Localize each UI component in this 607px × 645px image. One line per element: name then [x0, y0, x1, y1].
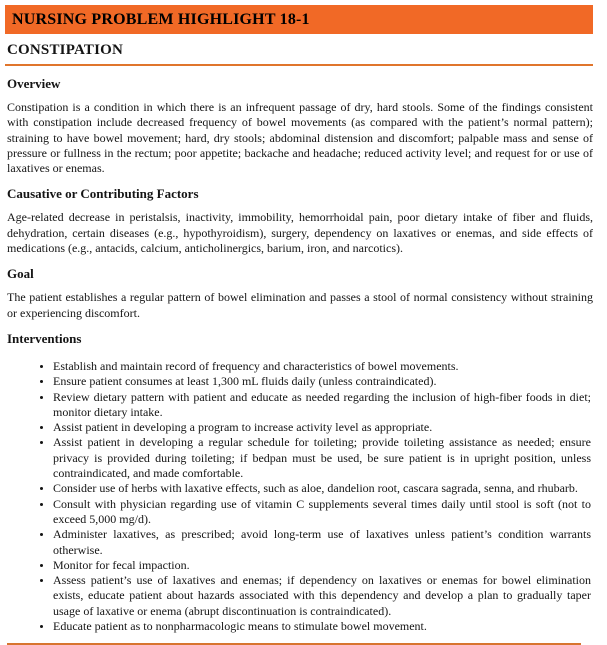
section-heading-goal: Goal	[7, 266, 34, 282]
intervention-item: • Assist patient in developing a regular schedule for toileting; provide toileting assistance as needed; ensure privacy is provided during toileting; if bedpan must be used, be sure patient is in upright position, unless contraindicated, and made comfortable.	[53, 435, 593, 481]
section-heading-interventions: Interventions	[7, 330, 82, 346]
section-heading-causative-factors: Causative or Contributing Factors	[7, 186, 199, 202]
section-body-overview: Constipation is a condition in which there is an infrequent passage of dry, hard stools. Some of the findings consistent with constipation include decreased frequency of bowel movements (as compared with the patient’s normal pattern); straining to have bowel movement; hard, dry stools; abdominal distension and discomfort; palpable mass and sense of pressure or fullness in the rectum; poor appetite; backache and headache; reduced activity level; and request for or use of laxatives or enemas.	[7, 100, 593, 176]
section-interventions	[5, 331, 593, 634]
title-divider	[5, 64, 593, 66]
intervention-item: • Establish and maintain record of frequency and characteristics of bowel movements.	[53, 359, 593, 374]
section-causative-factors	[5, 186, 593, 256]
section-goal	[5, 266, 593, 321]
intervention-item: • Assess patient’s use of laxatives and enemas; if dependency on laxatives or enemas for bowel elimination exists, educate patient about hazards associated with this dependency and develop a plan to gradually taper usage of laxative or enema (abrupt discontinuation is contraindicated).	[53, 573, 593, 619]
section-overview	[5, 76, 593, 176]
highlight-title-bar	[5, 5, 593, 34]
intervention-item: • Administer laxatives, as prescribed; avoid long-term use of laxatives unless patient’s condition warrants otherwise.	[53, 527, 593, 558]
intervention-item: • Consider use of herbs with laxative effects, such as aloe, dandelion root, cascara sagrada, senna, and rhubarb.	[53, 481, 593, 496]
intervention-item: • Monitor for fecal impaction.	[53, 558, 593, 573]
intervention-item: • Educate patient as to nonpharmacologic means to stimulate bowel movement.	[53, 619, 593, 634]
section-heading-overview: Overview	[7, 76, 61, 91]
intervention-item: • Consult with physician regarding use of vitamin C supplements several times daily until stool is soft (not to exceed 5,000 mg/d).	[53, 497, 593, 528]
intervention-item: • Ensure patient consumes at least 1,300 mL fluids daily (unless contraindicated).	[53, 374, 593, 389]
section-body-goal: The patient establishes a regular pattern of bowel elimination and passes a stool of normal consistency without straining or experiencing discomfort.	[7, 290, 593, 320]
highlight-title: NURSING PROBLEM HIGHLIGHT 18-1	[12, 10, 310, 28]
interventions-list	[5, 359, 593, 634]
intervention-item: • Assist patient in developing a program to increase activity level as appropriate.	[53, 420, 593, 435]
condition-title: CONSTIPATION	[7, 42, 124, 58]
section-body-causative-factors: Age-related decrease in peristalsis, inactivity, immobility, hemorrhoidal pain, poor dietary intake of fiber and fluids, dehydration, certain diseases (e.g., hypothyroidism), surgery, dependency on laxatives or enemas, and side effects of medications (e.g., antacids, calcium, anticholinergics, barium, iron, and narcotics).	[7, 210, 593, 256]
intervention-item: • Review dietary pattern with patient and educate as needed regarding the inclusion of high-fiber foods in diet; monitor dietary intake.	[53, 390, 593, 421]
